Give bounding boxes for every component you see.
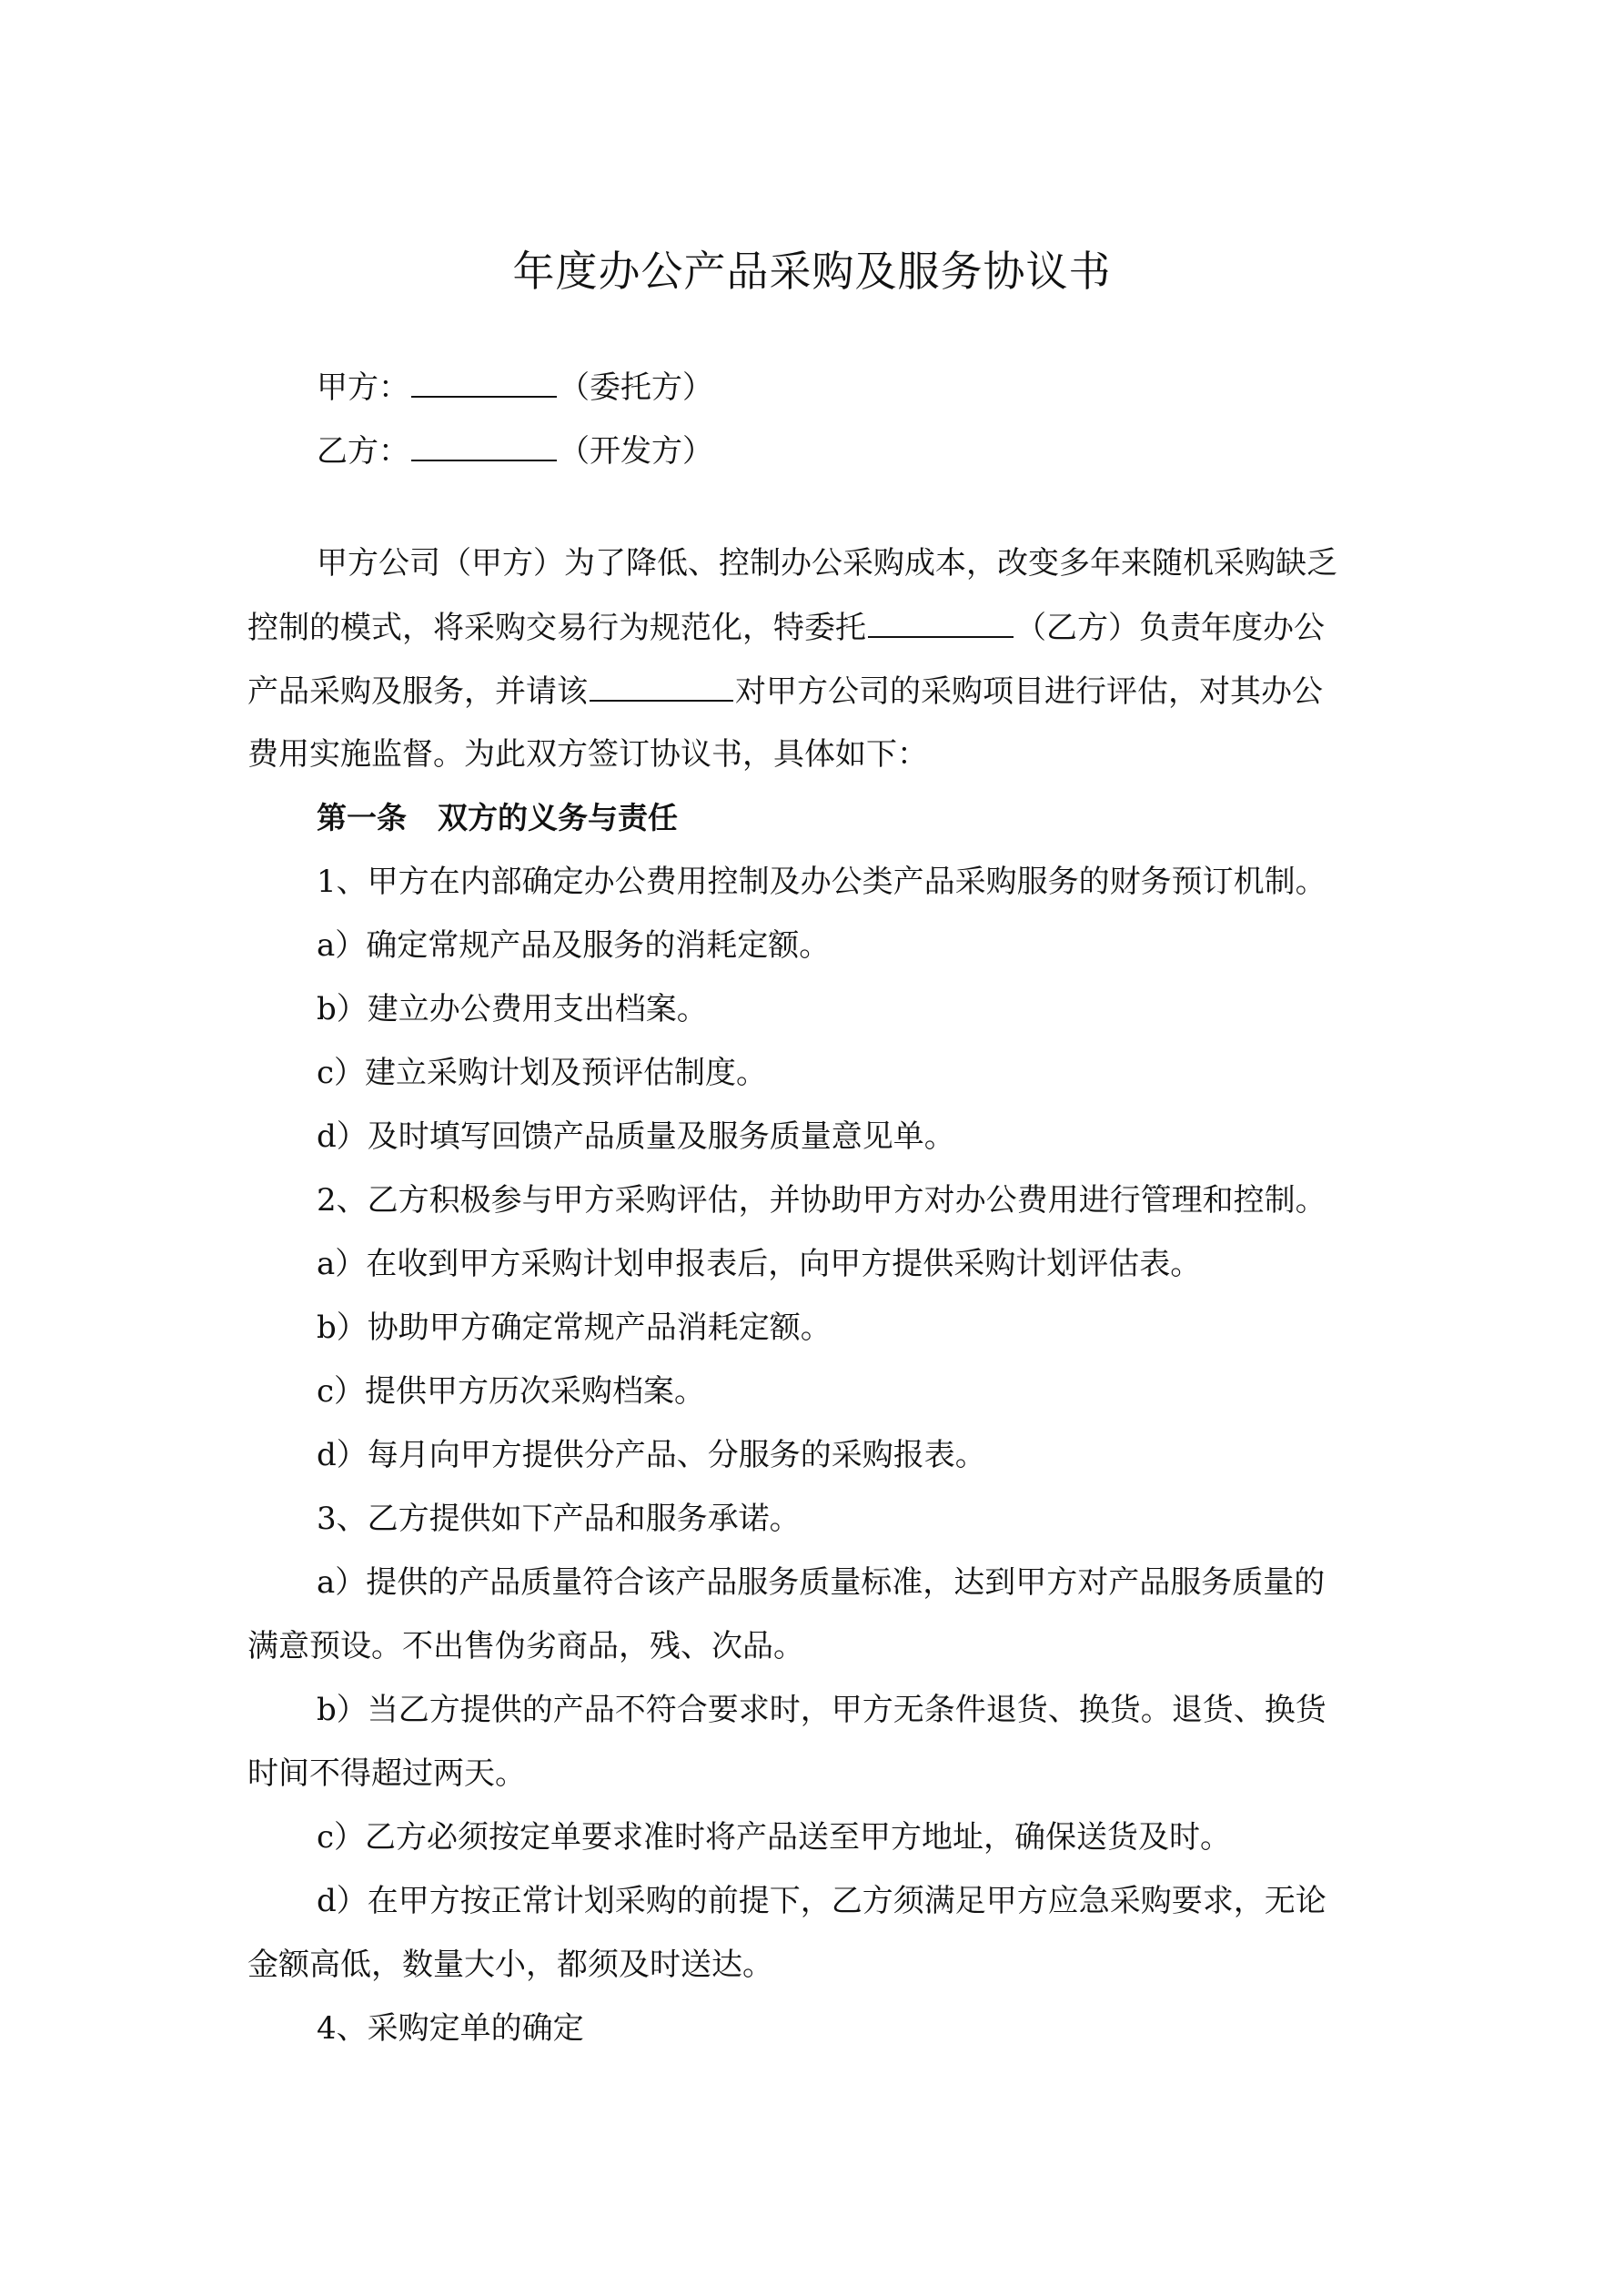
clause-2b: b）协助甲方确定常规产品消耗定额。 <box>317 1310 832 1346</box>
party-b-label: 乙方： <box>317 433 409 470</box>
evaluator-blank[interactable] <box>590 669 733 702</box>
clause-3b-line-2: 时间不得超过两天。 <box>247 1755 526 1792</box>
article-1-heading <box>317 796 678 840</box>
article-1-number: 第一条 <box>317 800 407 835</box>
clause-1c: c）建立采购计划及预评估制度。 <box>317 1055 768 1091</box>
party-b-line <box>317 429 713 473</box>
preamble-line-2 <box>247 605 1325 650</box>
party-b-role: （开发方） <box>559 433 713 470</box>
clause-1d: d）及时填写回馈产品质量及服务质量意见单。 <box>317 1118 955 1155</box>
clause-3d-line-2: 金额高低，数量大小，都须及时送达。 <box>247 1947 773 1983</box>
preamble-l2-before: 控制的模式，将采购交易行为规范化，特委托 <box>247 610 866 646</box>
clause-3a-line-1: a）提供的产品质量符合该产品服务质量标准，达到甲方对产品服务质量的 <box>317 1564 1326 1601</box>
clause-3b-line-1: b）当乙方提供的产品不符合要求时，甲方无条件退货、换货。退货、换货 <box>317 1692 1326 1728</box>
preamble-line-3 <box>247 669 1323 713</box>
clause-4: 4、采购定单的确定 <box>317 2010 584 2047</box>
entrusted-party-blank[interactable] <box>868 605 1014 638</box>
clause-1: 1、甲方在内部确定办公费用控制及办公类产品采购服务的财务预订机制。 <box>317 864 1326 900</box>
clause-1a: a）确定常规产品及服务的消耗定额。 <box>317 927 831 964</box>
clause-3a-line-2: 满意预设。不出售伪劣商品，残、次品。 <box>247 1628 804 1664</box>
clause-2d: d）每月向甲方提供分产品、分服务的采购报表。 <box>317 1437 986 1473</box>
clause-1b: b）建立办公费用支出档案。 <box>317 991 708 1027</box>
clause-2c: c）提供甲方历次采购档案。 <box>317 1373 706 1410</box>
party-a-blank[interactable] <box>411 365 557 398</box>
clause-3: 3、乙方提供如下产品和服务承诺。 <box>317 1501 801 1537</box>
party-a-role: （委托方） <box>559 369 713 406</box>
party-a-label: 甲方： <box>317 369 409 406</box>
clause-2: 2、乙方积极参与甲方采购评估，并协助甲方对办公费用进行管理和控制。 <box>317 1182 1326 1219</box>
preamble-l3-after: 对甲方公司的采购项目进行评估，对其办公 <box>735 673 1323 710</box>
party-a-line <box>317 365 713 410</box>
preamble-line-1: 甲方公司（甲方）为了降低、控制办公采购成本，改变多年来随机采购缺乏 <box>317 545 1337 582</box>
preamble-l3-before: 产品采购及服务，并请该 <box>247 673 588 710</box>
party-b-blank[interactable] <box>411 429 557 461</box>
clause-2a: a）在收到甲方采购计划申报表后，向甲方提供采购计划评估表。 <box>317 1246 1202 1282</box>
document-title: 年度办公产品采购及服务协议书 <box>512 247 1112 296</box>
preamble-line-4: 费用实施监督。为此双方签订协议书，具体如下： <box>247 736 928 773</box>
clause-3d-line-1: d）在甲方按正常计划采购的前提下，乙方须满足甲方应急采购要求，无论 <box>317 1883 1326 1919</box>
clause-3c: c）乙方必须按定单要求准时将产品送至甲方地址，确保送货及时。 <box>317 1819 1232 1856</box>
article-1-title: 双方的义务与责任 <box>438 800 678 835</box>
preamble-l2-after: （乙方）负责年度办公 <box>1015 610 1325 646</box>
